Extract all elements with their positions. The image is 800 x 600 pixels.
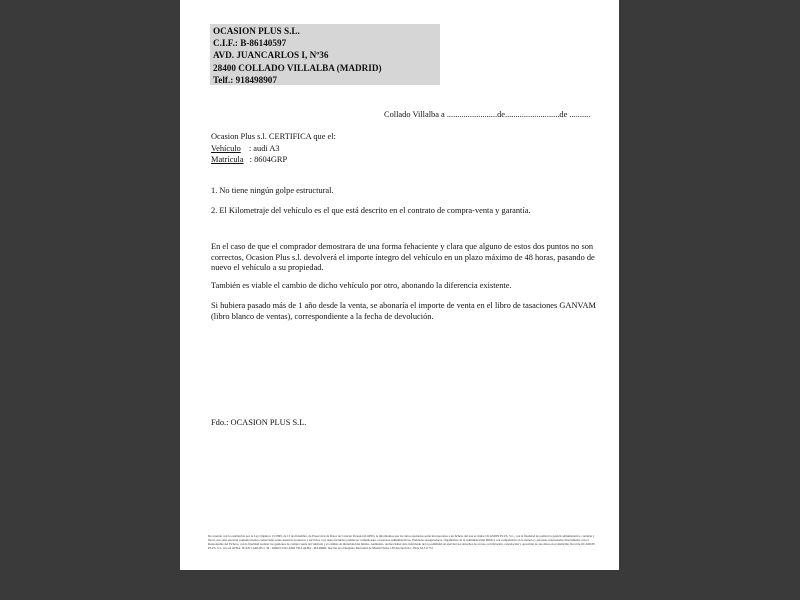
certify-intro: Ocasion Plus s.l. CERTIFICA que el: [211, 132, 336, 141]
plate-label: Matrícula [211, 155, 244, 164]
vehicle-value: : audi A3 [248, 144, 280, 153]
signature: Fdo.: OCASION PLUS S.L. [211, 418, 307, 427]
refund-paragraph: En el caso de que el comprador demostrara de una forma fehaciente y clara que alguno de estos dos puntos no son correctos, Ocasion Plus s.l. devolverá el importe íntegro del vehículo en un plazo máximo de 48 horas, pasando de nuevo el vehículo a su propiedad. [211, 242, 595, 273]
exchange-paragraph: También es viable el cambio de dicho vehículo por otro, abonando la diferencia existente. [211, 281, 512, 290]
date-line: Collado Villalba a ........................de..........................de .......... [384, 110, 591, 119]
point-1: 1. No tiene ningún golpe estructural. [211, 186, 334, 195]
company-cif: C.I.F.: B-86140597 [213, 38, 287, 49]
document-page [180, 0, 619, 570]
point-2: 2. El Kilometraje del vehículo es el que está descrito en el contrato de compra-venta y garantía. [211, 206, 531, 215]
plate-value: : 8604GRP [249, 155, 288, 164]
plate-row [211, 154, 287, 165]
vehicle-label: Vehículo [211, 144, 241, 153]
vehicle-row [211, 143, 280, 154]
company-city: 28400 COLLADO VILLALBA (MADRID) [213, 62, 382, 73]
company-name: OCASION PLUS S.L. [213, 26, 300, 36]
company-address: AVD. JUANCARLOS I, Nº36 [213, 50, 329, 61]
legal-notice: De acuerdo con lo establecido por la Ley Orgánica 15/1999, de 13 de diciembre, de Protección de Datos de Carácter Personal (LOPD), le informamos que los datos aportados serán incorporados a un fichero del que es titular OCASION PLUS, S.L., con la finalidad de realizar la gestión administrativa, contable y fiscal, así como enviarle comunicaciones comerciales sobre nuestros productos y servicios. Los datos incluidos podrán ser comunicados a Gestores Administrativos, Entidades Aseguradoras, Organismos de la Administración Pública con competencia en la materia y personas relacionadas directamente con el Responsable del Fichero, con la finalidad realizar los gestiones de compra venta del vehículo y el cambio de titularidad del mismo. Asimismo, declara haber sido informado de la posibilidad de ejercitar los derechos de acceso, rectificación, cancelación y oposición de sus datos en el domicilio fiscal de OCASION PLUS, S.L. sito en AVDA. JUAN CARLOS I, 36 - 28400 COLLADO VILLALBA - MADRID. Inscrita en el Registro Mercantil de Madrid Tomo 130 Inscripción 1, Hoja M-511731 [208, 534, 595, 550]
ganvam-paragraph: Si hubiera pasado más de 1 año desde la venta, se abonaría el importe de venta en el libro de tasaciones GANVAM (libro blanco de ventas), correspondiente a la fecha de devolución. [211, 301, 596, 321]
company-header [210, 24, 440, 85]
company-phone: Telf.: 918498907 [213, 74, 277, 85]
